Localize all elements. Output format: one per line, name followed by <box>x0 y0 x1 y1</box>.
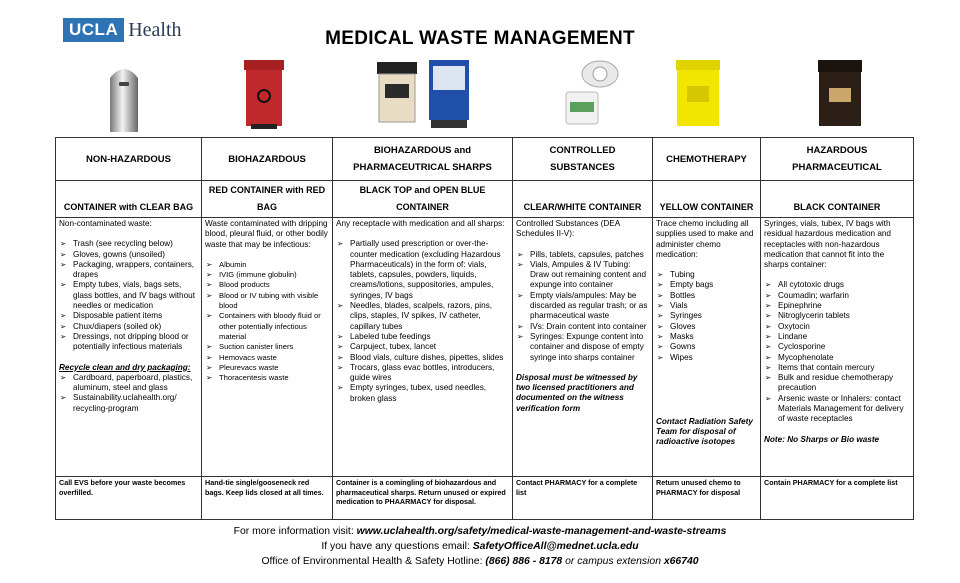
list-item: ➢ Containers with bloody fluid or other potentially infectious material <box>205 311 329 342</box>
email-label: If you have any questions email: <box>321 541 470 552</box>
info-label: For more information visit: <box>233 526 354 537</box>
email-line <box>0 539 960 554</box>
waste-table <box>55 137 914 520</box>
list-item: ➢ Chux/diapers (soiled ok) <box>59 322 198 332</box>
sharps-contents <box>333 218 513 477</box>
list-item: ➢ Epinephrine <box>764 301 910 311</box>
list-item: ➢ Gloves <box>656 322 757 332</box>
trash-can-icon <box>107 58 141 134</box>
list-item: ➢ Mycophenolate <box>764 353 910 363</box>
list-item: ➢ Empty bags <box>656 280 757 290</box>
list-item: ➢ Trash (see recycling below) <box>59 239 198 249</box>
red-biohazard-bin-icon <box>241 58 287 130</box>
controlled-substance-container-icon <box>558 58 620 128</box>
header-non-hazardous: NON-HAZARDOUS <box>56 138 202 181</box>
container-controlled: CLEAR/WHITE CONTAINER <box>513 181 653 218</box>
instruction-non-hazardous: Call EVS before your waste becomes overfilled. <box>56 477 202 520</box>
list-item: ➢ Empty vials/ampules: May be discarded as regular trash; or as pharmaceutical waste <box>516 291 649 322</box>
list-item: ➢ Thoracentesis waste <box>205 373 329 383</box>
instruction-sharps: Container is a comingling of biohazardous and pharmaceutical sharps. Return unused or expired medication to PHAARMACY for disposal. <box>333 477 513 520</box>
info-link[interactable]: www.uclahealth.org/safety/medical-waste-management-and-waste-streams <box>356 526 727 537</box>
logo-name: Health <box>128 18 182 41</box>
controlled-intro: Controlled Substances (DEA Schedules II-V): <box>516 219 620 239</box>
yellow-chemo-container-icon <box>673 58 723 128</box>
list-item: ➢ Coumadin; warfarin <box>764 291 910 301</box>
info-line <box>0 524 960 539</box>
list-item: ➢ Syringes: Expunge content into container and dispose of empty syringe into sharps container <box>516 332 649 363</box>
page-title: MEDICAL WASTE MANAGEMENT <box>325 28 635 49</box>
chemotherapy-intro: Trace chemo including all supplies used to make and administer chemo medication: <box>656 219 754 259</box>
instruction-chemotherapy: Return unused chemo to PHARMACY for disposal <box>653 477 761 520</box>
container-hazardous-pharmaceutical: BLACK CONTAINER <box>761 181 914 218</box>
list-item: ➢ Lindane <box>764 332 910 342</box>
list-item: ➢ Vials, Ampules & IV Tubing: Draw out remaining content and expunge into container <box>516 260 649 291</box>
list-item: ➢ Empty syringes, tubex, used needles, broken glass <box>336 383 509 404</box>
list-item: ➢ IVs: Drain content into container <box>516 322 649 332</box>
hotline-extension: x66740 <box>663 556 699 567</box>
hotline-label: Office of Environmental Health & Safety Hotline: <box>261 556 483 567</box>
list-item: ➢ Arsenic waste or Inhalers: contact Materials Management for delivery of waste receptacles <box>764 394 910 425</box>
list-item: ➢ Pleurevacs waste <box>205 363 329 373</box>
list-item: ➢ Suction canister liners <box>205 342 329 352</box>
list-item: ➢ Vials <box>656 301 757 311</box>
list-item: ➢ Albumin <box>205 260 329 270</box>
container-non-hazardous: CONTAINER with CLEAR BAG <box>56 181 202 218</box>
list-item: ➢ Dressings, not dripping blood or potentially infectious materials <box>59 332 198 353</box>
container-row <box>56 181 914 218</box>
radiation-safety-note: Contact Radiation Safety Team for disposal of radioactive isotopes <box>656 416 753 447</box>
list-item: ➢ Nitroglycerin tablets <box>764 311 910 321</box>
list-item: ➢ Gowns <box>656 342 757 352</box>
controlled-witness-note: Disposal must be witnessed by two licensed practitioners and documented on the witness verification form <box>516 372 638 413</box>
logo-brand: UCLA <box>63 18 124 42</box>
list-item: ➢ Bottles <box>656 291 757 301</box>
list-item: ➢ All cytotoxic drugs <box>764 280 910 290</box>
header-biohazardous: BIOHAZARDOUS <box>202 138 333 181</box>
list-item: ➢ Gloves, gowns (unsoiled) <box>59 250 198 260</box>
list-item: ➢ Carpuject, tubex, lancet <box>336 342 509 352</box>
contents-row <box>56 218 914 477</box>
header-sharps: BIOHAZARDOUS and PHARMACEUTRICAL SHARPS <box>333 138 513 181</box>
list-item: ➢ Blood or IV tubing with visible blood <box>205 291 329 312</box>
list-item: ➢ Needles, blades, scalpels, razors, pins, clips, staples, IV spikes, IV catheter, capillary tubes <box>336 301 509 332</box>
container-sharps: BLACK TOP and OPEN BLUE CONTAINER <box>333 181 513 218</box>
hotline-or: or campus extension <box>565 556 661 567</box>
email-link[interactable]: SafetyOfficeAll@mednet.ucla.edu <box>472 541 639 552</box>
list-item: ➢ Oxytocin <box>764 322 910 332</box>
biohazardous-intro: Waste contaminated with dripping blood, pleural fluid, or other bodily waste that may be infectious: <box>205 219 328 249</box>
list-item: ➢ Disposable patient items <box>59 311 198 321</box>
list-item: ➢ Syringes <box>656 311 757 321</box>
black-pharmaceutical-container-icon <box>815 58 865 128</box>
instructions-row <box>56 477 914 520</box>
no-sharps-note: Note: No Sharps or Bio waste <box>764 434 880 444</box>
biohazardous-contents <box>202 218 333 477</box>
list-item: ➢ Partially used prescription or over-the-counter medication (excluding Hazardous Pharmaceuticals) in the form of: vials, tablets, capsules, powders, liquids, creams/lotions, suppositories, ampules, syringes, IV bags <box>336 239 509 301</box>
list-item: ➢ Sustainability.uclahealth.org/ recycling-program <box>59 393 198 414</box>
list-item: ➢ Labeled tube feedings <box>336 332 509 342</box>
list-item: ➢ Bulk and residue chemotherapy precaution <box>764 373 910 394</box>
hotline-line <box>0 554 960 569</box>
list-item: ➢ Pills, tablets, capsules, patches <box>516 250 649 260</box>
header-controlled: CONTROLLED SUBSTANCES <box>513 138 653 181</box>
instruction-biohazardous: Hand-tie single/gooseneck red bags. Keep lids closed at all times. <box>202 477 333 520</box>
hazardous-pharmaceutical-contents <box>761 218 914 477</box>
list-item: ➢ Items that contain mercury <box>764 363 910 373</box>
list-item: ➢ Trocars, glass evac bottles, introducers, guide wires <box>336 363 509 384</box>
list-item: ➢ Masks <box>656 332 757 342</box>
category-header-row <box>56 138 914 181</box>
list-item: ➢ Tubing <box>656 270 757 280</box>
recycle-heading: Recycle clean and dry packaging: <box>59 362 191 372</box>
non-hazardous-intro: Non-contaminated waste: <box>59 219 152 228</box>
list-item: ➢ Hemovacs waste <box>205 353 329 363</box>
chemotherapy-contents <box>653 218 761 477</box>
list-item: ➢ Packaging, wrappers, containers, drapes <box>59 260 198 281</box>
list-item: ➢ Cyclosporine <box>764 342 910 352</box>
header-chemotherapy: CHEMOTHERAPY <box>653 138 761 181</box>
list-item: ➢ IVIG (immune globulin) <box>205 270 329 280</box>
container-images <box>55 58 913 136</box>
list-item: ➢ Wipes <box>656 353 757 363</box>
sharps-intro: Any receptacle with medication and all sharps: <box>336 219 505 228</box>
controlled-contents <box>513 218 653 477</box>
list-item: ➢ Empty tubes, vials, bags sets, glass bottles, and IV bags without needles or medication <box>59 280 198 311</box>
sharps-containers-icon <box>373 58 473 132</box>
container-chemotherapy: YELLOW CONTAINER <box>653 181 761 218</box>
hotline-number: (866) 886 - 8178 <box>485 556 563 567</box>
container-biohazardous: RED CONTAINER with RED BAG <box>202 181 333 218</box>
list-item: ➢ Cardboard, paperboard, plastics, aluminum, steel and glass <box>59 373 198 394</box>
instruction-hazardous-pharmaceutical: Contain PHARMACY for a complete list <box>761 477 914 520</box>
non-hazardous-contents <box>56 218 202 477</box>
hazardous-pharmaceutical-intro: Syringes, vials, tubex, IV bags with residual hazardous medication and receptacles with non-hazardous medication that cannot fit into the sharps container: <box>764 219 891 270</box>
header-hazardous-pharmaceutical: HAZARDOUS PHARMACEUTICAL <box>761 138 914 181</box>
instruction-controlled: Contact PHARMACY for a complete list <box>513 477 653 520</box>
list-item: ➢ Blood vials, culture dishes, pipettes, slides <box>336 353 509 363</box>
list-item: ➢ Blood products <box>205 280 329 290</box>
